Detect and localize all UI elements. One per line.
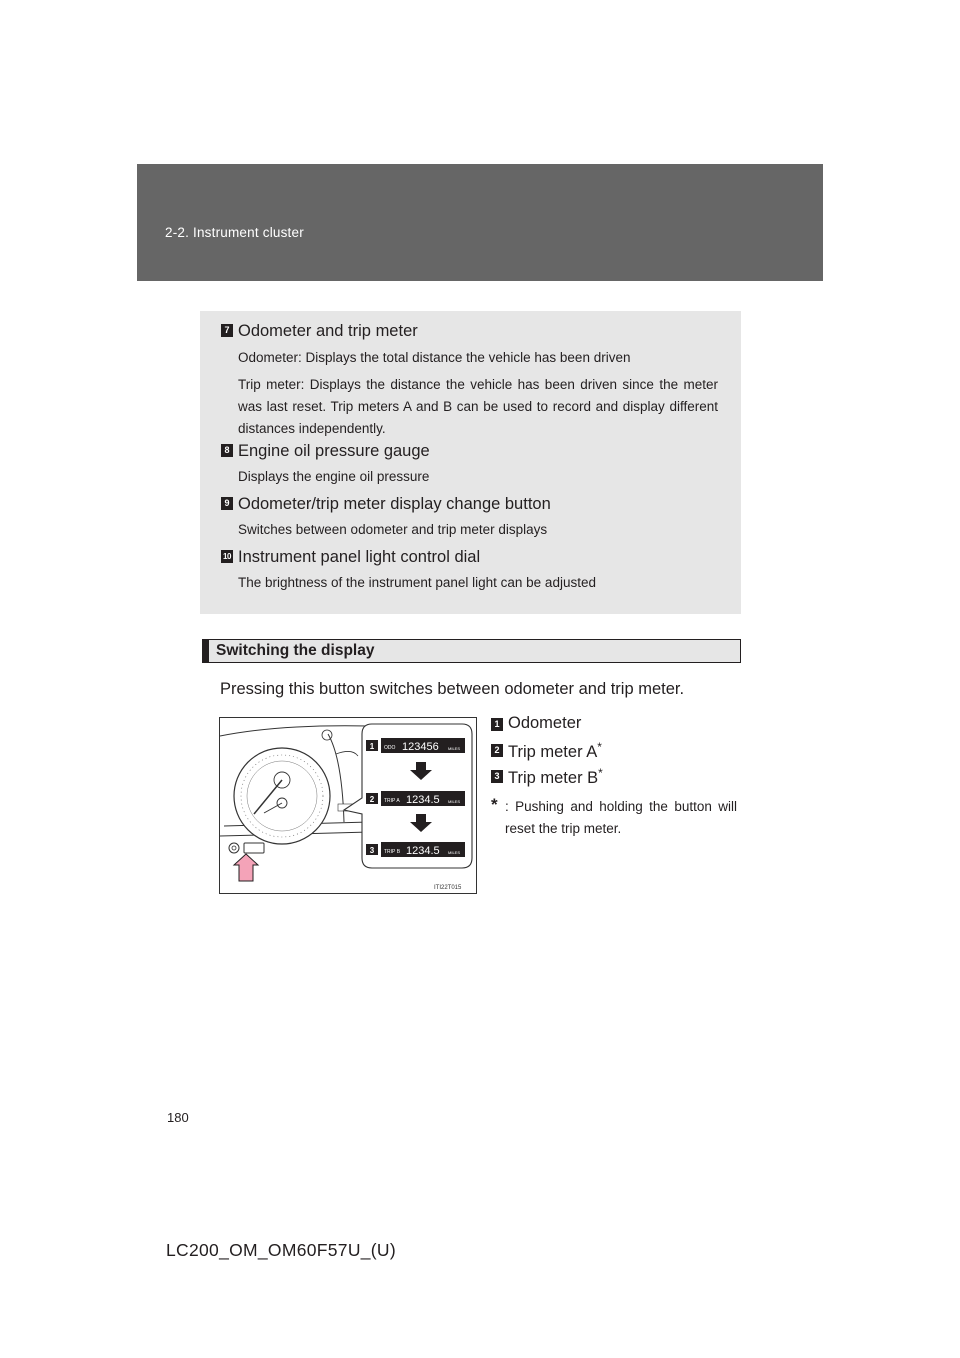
footnote <box>491 796 737 840</box>
section-breadcrumb: 2-2. Instrument cluster <box>165 225 304 240</box>
display-mode-label: TRIP A <box>384 798 400 804</box>
display-unit: MILES <box>448 850 461 855</box>
footnote-star: * <box>491 795 498 814</box>
legend-label: Trip meter A* <box>508 740 602 761</box>
page-number: 180 <box>167 1110 189 1125</box>
cluster-illustration <box>220 718 476 893</box>
footnote-text: : Pushing and holding the button will reset the trip meter. <box>505 799 737 836</box>
item-description: Switches between odometer and trip meter displays <box>238 522 548 537</box>
display-mode-label: TRIP B <box>384 849 401 855</box>
figure-step-number: 3 <box>369 846 375 855</box>
legend-number-badge: 3 <box>491 770 503 783</box>
push-arrow-icon <box>234 854 258 881</box>
section-heading-accent <box>203 640 209 662</box>
item-number-badge: 10 <box>221 550 233 563</box>
item-description: Displays the engine oil pressure <box>238 469 430 484</box>
display-unit: MILES <box>448 746 461 751</box>
footnote-marker: * <box>598 766 603 780</box>
item-number-badge: 7 <box>221 324 233 337</box>
item-title: Instrument panel light control dial <box>238 548 481 566</box>
section-heading <box>202 639 741 663</box>
document-code: LC200_OM_OM60F57U_(U) <box>166 1240 396 1260</box>
legend-number-badge: 1 <box>491 718 503 731</box>
display-mode-label: ODO <box>384 745 396 751</box>
section-heading-title: Switching the display <box>216 642 375 659</box>
display-value: 123456 <box>402 741 439 753</box>
figure-step-number: 1 <box>369 742 375 751</box>
item-title: Odometer and trip meter <box>238 322 418 340</box>
section-lead-text: Pressing this button switches between odometer and trip meter. <box>220 680 685 698</box>
footnote-marker: * <box>597 740 602 754</box>
header-bar <box>137 164 823 281</box>
legend-number-badge: 2 <box>491 744 503 757</box>
legend-label: Odometer <box>508 714 582 732</box>
display-value: 1234.5 <box>406 845 440 857</box>
item-description: The brightness of the instrument panel light can be adjusted <box>238 575 596 590</box>
item-description: Odometer: Displays the total distance the vehicle has been driven <box>238 350 631 365</box>
figure-code: ITI22T015 <box>434 885 462 891</box>
info-box <box>200 311 741 614</box>
display-unit: MILES <box>448 799 461 804</box>
item-number-badge: 9 <box>221 497 233 510</box>
light-control-dial-icon <box>229 843 239 853</box>
display-value: 1234.5 <box>406 794 440 806</box>
legend-label: Trip meter B* <box>508 766 603 787</box>
item-description: Trip meter: Displays the distance the vehicle has been driven since the meter was last reset. Trip meters A and B can be used to record and display different distances independently. <box>238 377 718 436</box>
item-title: Engine oil pressure gauge <box>238 442 430 460</box>
item-title: Odometer/trip meter display change button <box>238 495 551 513</box>
display-change-button-icon <box>244 843 264 853</box>
figure-step-number: 2 <box>369 795 375 804</box>
item-number-badge: 8 <box>221 444 233 457</box>
speedometer-icon <box>234 748 330 844</box>
instrument-cluster-figure <box>219 717 477 894</box>
